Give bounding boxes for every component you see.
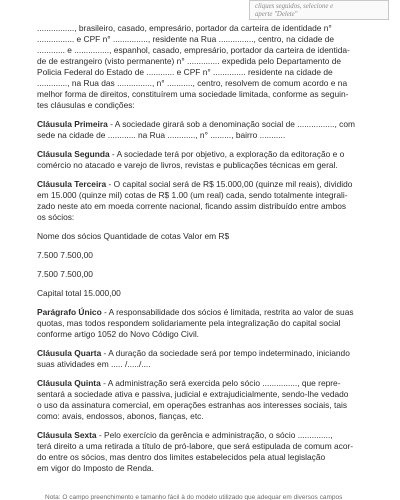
intro-line: ................, brasileiro, casado, empresário, portador da carteira de identidade n° — [37, 23, 332, 33]
clause-text: em vigor do Imposto de Renda. — [37, 463, 154, 473]
intro-paragraph — [37, 23, 363, 111]
clause-text: - A administração será exercida pelo sócio ..............., que repre- — [100, 378, 341, 388]
clause-text: como: avais, endossos, abonos, fianças, etc. — [37, 411, 204, 421]
clausula-primeira — [37, 119, 363, 141]
instruction-hint-box — [249, 0, 389, 20]
clause-title: Parágrafo Único — [37, 307, 102, 317]
clause-text: comércio no atacado e varejo de livros, revistas e publicações técnicas em geral. — [37, 160, 338, 170]
intro-line: tes cláusulas e condições: — [37, 100, 135, 110]
clause-text: suas atividades em ..... /...../.... — [37, 359, 151, 369]
hint-line: cliques seguidos, selecione e — [255, 3, 334, 10]
clause-text: quotas, mas todos respondem solidariamente pela integralização do capital social — [37, 318, 341, 328]
clause-title: Cláusula Sexta — [37, 430, 97, 440]
intro-line: ............., na Rua das ..............., n° ..........., centro, resolvem de comum acordo e na — [37, 78, 348, 88]
clausula-segunda — [37, 149, 363, 171]
intro-line: melhor forma de direitos, constituírem uma sociedade limitada, conforme as seguin- — [37, 89, 349, 99]
clause-text: - A responsabilidade dos sócios é limitada, restrita ao valor de suas — [101, 307, 354, 317]
clause-text: conforme artigo 1052 do Novo Código Civil. — [37, 329, 200, 339]
cotas-table-header: Nome dos sócios Quantidade de cotas Valor em R$ — [37, 231, 230, 241]
clause-text: - Pelo exercício da gerência e administração, o sócio .............., — [96, 430, 333, 440]
clausula-quinta — [37, 378, 363, 422]
clause-text: os sócios: — [37, 212, 75, 222]
intro-line: de de estrangeiro (visto permanente) n° .............. expedida pelo Departamento de — [37, 56, 342, 66]
clause-text: - A duração da sociedade será por tempo indeterminado, iniciando — [101, 348, 350, 358]
clause-text: - A sociedade terá por objetivo, a exploração da editoração e o — [109, 149, 345, 159]
intro-line: ................ e CPF n° ..............., residente na Rua ..............., centro, na cidade de — [37, 34, 335, 44]
hint-line: aperte "Delete" — [255, 11, 298, 18]
clause-title: Cláusula Terceira — [37, 179, 107, 189]
clause-text: - O capital social será de R$ 15.000,00 (quinze mil reais), dividido — [106, 179, 353, 189]
clausula-sexta — [37, 430, 363, 474]
clausula-quarta — [37, 348, 363, 370]
clause-title: Cláusula Primeira — [37, 119, 108, 129]
clausula-terceira — [37, 179, 363, 223]
intro-line: Policia Federal do Estado de ............ e CPF n° .............. residente na cidade de — [37, 67, 333, 77]
clause-title: Cláusula Segunda — [37, 149, 110, 159]
clause-title: Cláusula Quinta — [37, 378, 101, 388]
clause-text: terá direito a uma retirada a título de pró-labore, que será estipulada de comum acor- — [37, 441, 354, 451]
clause-text: sede na cidade de ............ na Rua ............, n° ........., bairro ........... — [37, 130, 286, 140]
cotas-table-row: 7.500 7.500,00 — [37, 269, 93, 279]
clause-text: em 15.000 (quinze mil) cotas de R$ 1.00 (um real) cada, sendo totalmente integrali- — [37, 190, 348, 200]
clause-title: Cláusula Quarta — [37, 348, 102, 358]
clause-text: do entre os sócios, mas dentro dos limites estabelecidos pela atual legislação — [37, 452, 326, 462]
clause-text: zado neste ato em moeda corrente nacional, ficando assim distribuído entre ambos — [37, 201, 347, 211]
clause-text: sentará a sociedade ativa e passiva, judicial e extrajudicialmente, sendo-lhe vedado — [37, 389, 349, 399]
intro-line: ............ e ..............., espanhol, casado, empresário, portador da carteira de identida- — [37, 45, 350, 55]
clause-text: o uso da assinatura comercial, em operações estranhas aos interesses sociais, tais — [37, 400, 348, 410]
cotas-table-row: 7.500 7.500,00 — [37, 250, 93, 260]
footnote: Nota: O campo preenchimento e tamanho fácil à do modelo utilizado que adequar em diversos campos — [45, 494, 343, 500]
cotas-table-total: Capital total 15.000,00 — [37, 288, 121, 298]
paragrafo-unico — [37, 307, 363, 340]
clause-text: - A sociedade girará sob a denominação social de ................, com — [107, 119, 355, 129]
contract-document — [37, 23, 363, 482]
